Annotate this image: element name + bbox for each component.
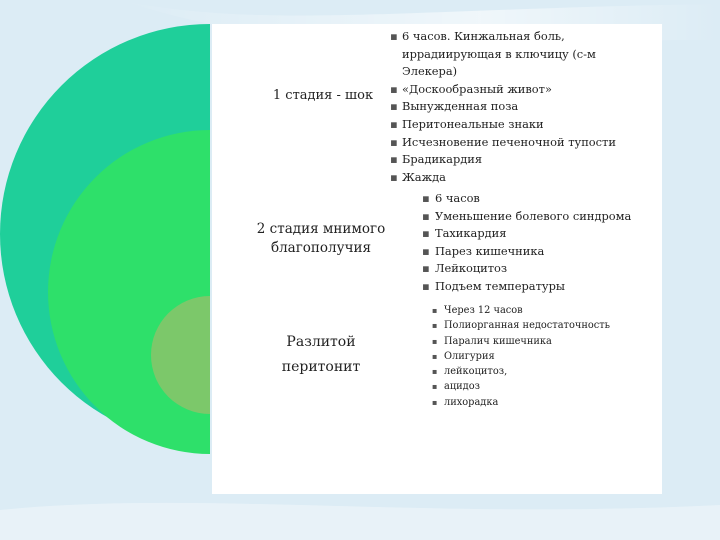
list-item: ▪ Уменьшение болевого синдрома — [422, 208, 662, 226]
stage-1-list — [390, 28, 640, 186]
list-item: ▪ лейкоцитоз, — [432, 364, 652, 379]
list-item: ▪ лихорадка — [432, 395, 652, 410]
list-item: ▪ Жажда — [390, 169, 640, 187]
list-item: ▪ Олигурия — [432, 349, 652, 364]
list-item: ▪ Подъем температуры — [422, 278, 662, 296]
list-item: ▪ 6 часов. Кинжальная боль, иррадиирующая в ключицу (с-м Элекера) — [390, 28, 640, 81]
list-item: ▪ Исчезновение печеночной тупости — [390, 134, 640, 152]
list-item: ▪ «Доскообразный живот» — [390, 81, 640, 99]
list-item: ▪ Через 12 часов — [432, 303, 652, 318]
stage-2-label: 2 стадия мнимого благополучия — [256, 221, 386, 256]
list-item: ▪ ацидоз — [432, 379, 652, 394]
stage-2-list — [422, 190, 662, 295]
stage-1-label: 1 стадия - шок — [272, 88, 374, 103]
decorative-wave — [0, 503, 720, 540]
list-item: ▪ Тахикардия — [422, 225, 662, 243]
list-item: ▪ 6 часов — [422, 190, 662, 208]
list-item: ▪ Перитонеальные знаки — [390, 116, 640, 134]
stage-3-label: Разлитой перитонит — [281, 334, 361, 375]
list-item: ▪ Лейкоцитоз — [422, 260, 662, 278]
list-item: ▪ Полиорганная недостаточность — [432, 318, 652, 333]
list-item: ▪ Брадикардия — [390, 151, 640, 169]
list-item: ▪ Вынужденная поза — [390, 98, 640, 116]
concentric-circles — [0, 24, 210, 454]
stage-3-list — [432, 303, 652, 410]
list-item: ▪ Паралич кишечника — [432, 334, 652, 349]
list-item: ▪ Парез кишечника — [422, 243, 662, 261]
